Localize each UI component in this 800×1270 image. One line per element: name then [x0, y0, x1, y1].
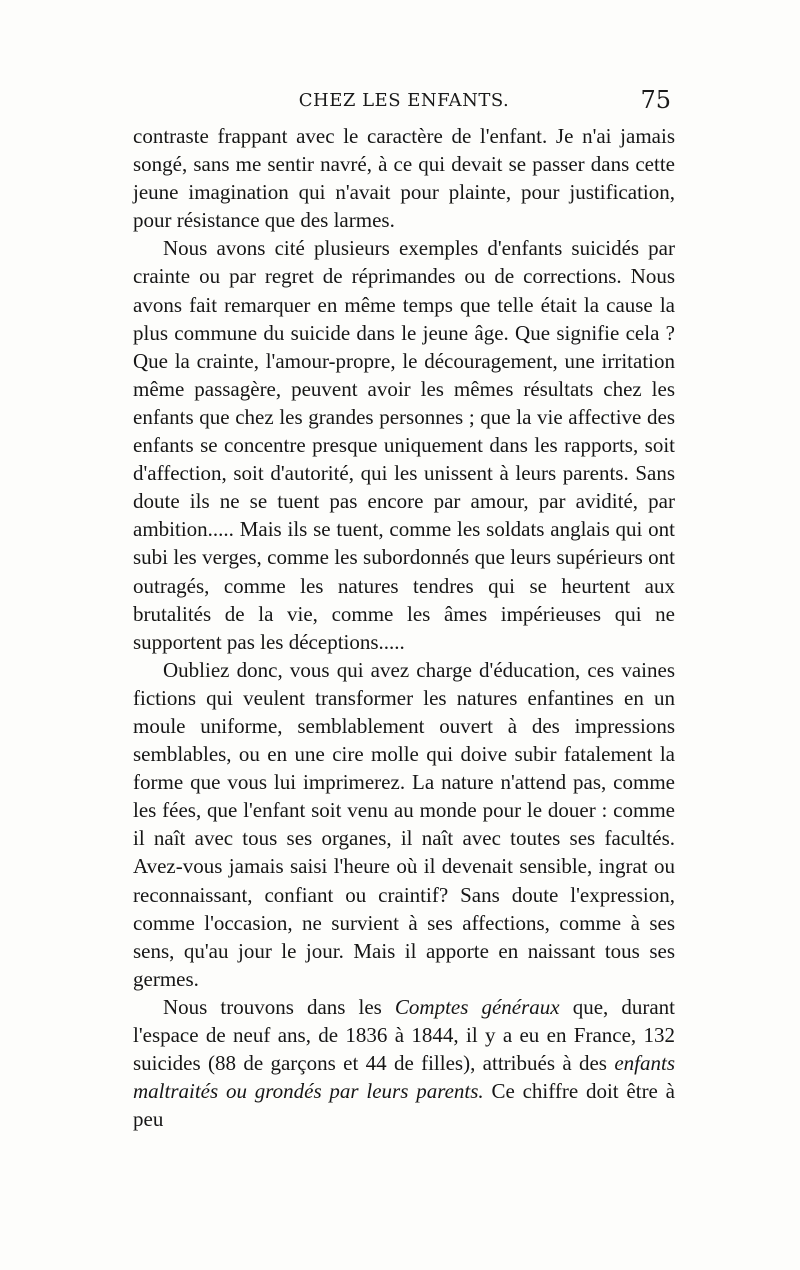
statistics-text-2: que, durant l'espace de neuf ans, de 1836 à 1844, il y a eu en France, 132 suicides (88 de garçons et 44 de filles), attribués à des — [133, 994, 675, 1076]
paragraph-statistics — [133, 993, 675, 1133]
statistics-text-1: Nous trouvons dans les — [163, 994, 395, 1019]
page-number: 75 — [640, 86, 671, 114]
statistics-text-3: Ce chiffre doit être à peu — [133, 1079, 675, 1132]
body-text — [133, 122, 675, 1133]
statistics-italic-comptes: Comptes généraux — [394, 994, 560, 1019]
page-header — [133, 86, 675, 120]
running-title: CHEZ LES ENFANTS. — [298, 90, 510, 111]
paragraph-education: Oubliez donc, vous qui avez charge d'éducation, ces vaines fictions qui veulent transformer les natures enfantines en un moule uniforme, semblablement ouvert à des impressions semblables, ou en une cire molle qui doive subir fatalement la forme que vous lui imprimerez. La nature n'attend pas, comme les fées, que l'enfant soit venu au monde pour le douer : comme il naît avec tous ses organes, il naît avec toutes ses facultés. Avez-vous jamais saisi l'heure où il devenait sensible, ingrat ou reconnaissant, confiant ou craintif? Sans doute l'expression, comme l'occasion, ne survient à ses affections, comme à ses sens, qu'au jour le jour. Mais il apporte en naissant tous ses germes. — [133, 657, 675, 991]
statistics-italic-enfants: enfants maltraités ou grondés par leurs parents. — [133, 1051, 675, 1104]
paragraph-continuation: contraste frappant avec le caractère de l'enfant. Je n'ai jamais songé, sans me sentir navré, à ce qui devait se passer dans cette jeune imagination qui n'avait pour plainte, pour justification, pour résistance que des larmes. — [133, 124, 675, 233]
paragraph-suicide-examples: Nous avons cité plusieurs exemples d'enfants suicidés par crainte ou par regret de réprimandes ou de corrections. Nous avons fait remarquer en même temps que telle était la cause la plus commune du suicide dans le jeune âge. Que signifie cela ? Que la crainte, l'amour-propre, le découragement, une irritation même passagère, peuvent avoir les mêmes résultats chez les enfants que chez les grandes personnes ; que la vie affective des enfants se concentre presque uniquement dans les rapports, soit d'affection, soit d'autorité, qui les unissent à leurs parents. Sans doute ils ne se tuent pas encore par amour, par avidité, par ambition..... Mais ils se tuent, comme les soldats anglais qui ont subi les verges, comme les subordonnés que leurs supérieurs ont outragés, comme les natures tendres qui se heurtent aux brutalités de la vie, comme les âmes impérieuses qui ne supportent pas les déceptions..... — [133, 236, 675, 654]
